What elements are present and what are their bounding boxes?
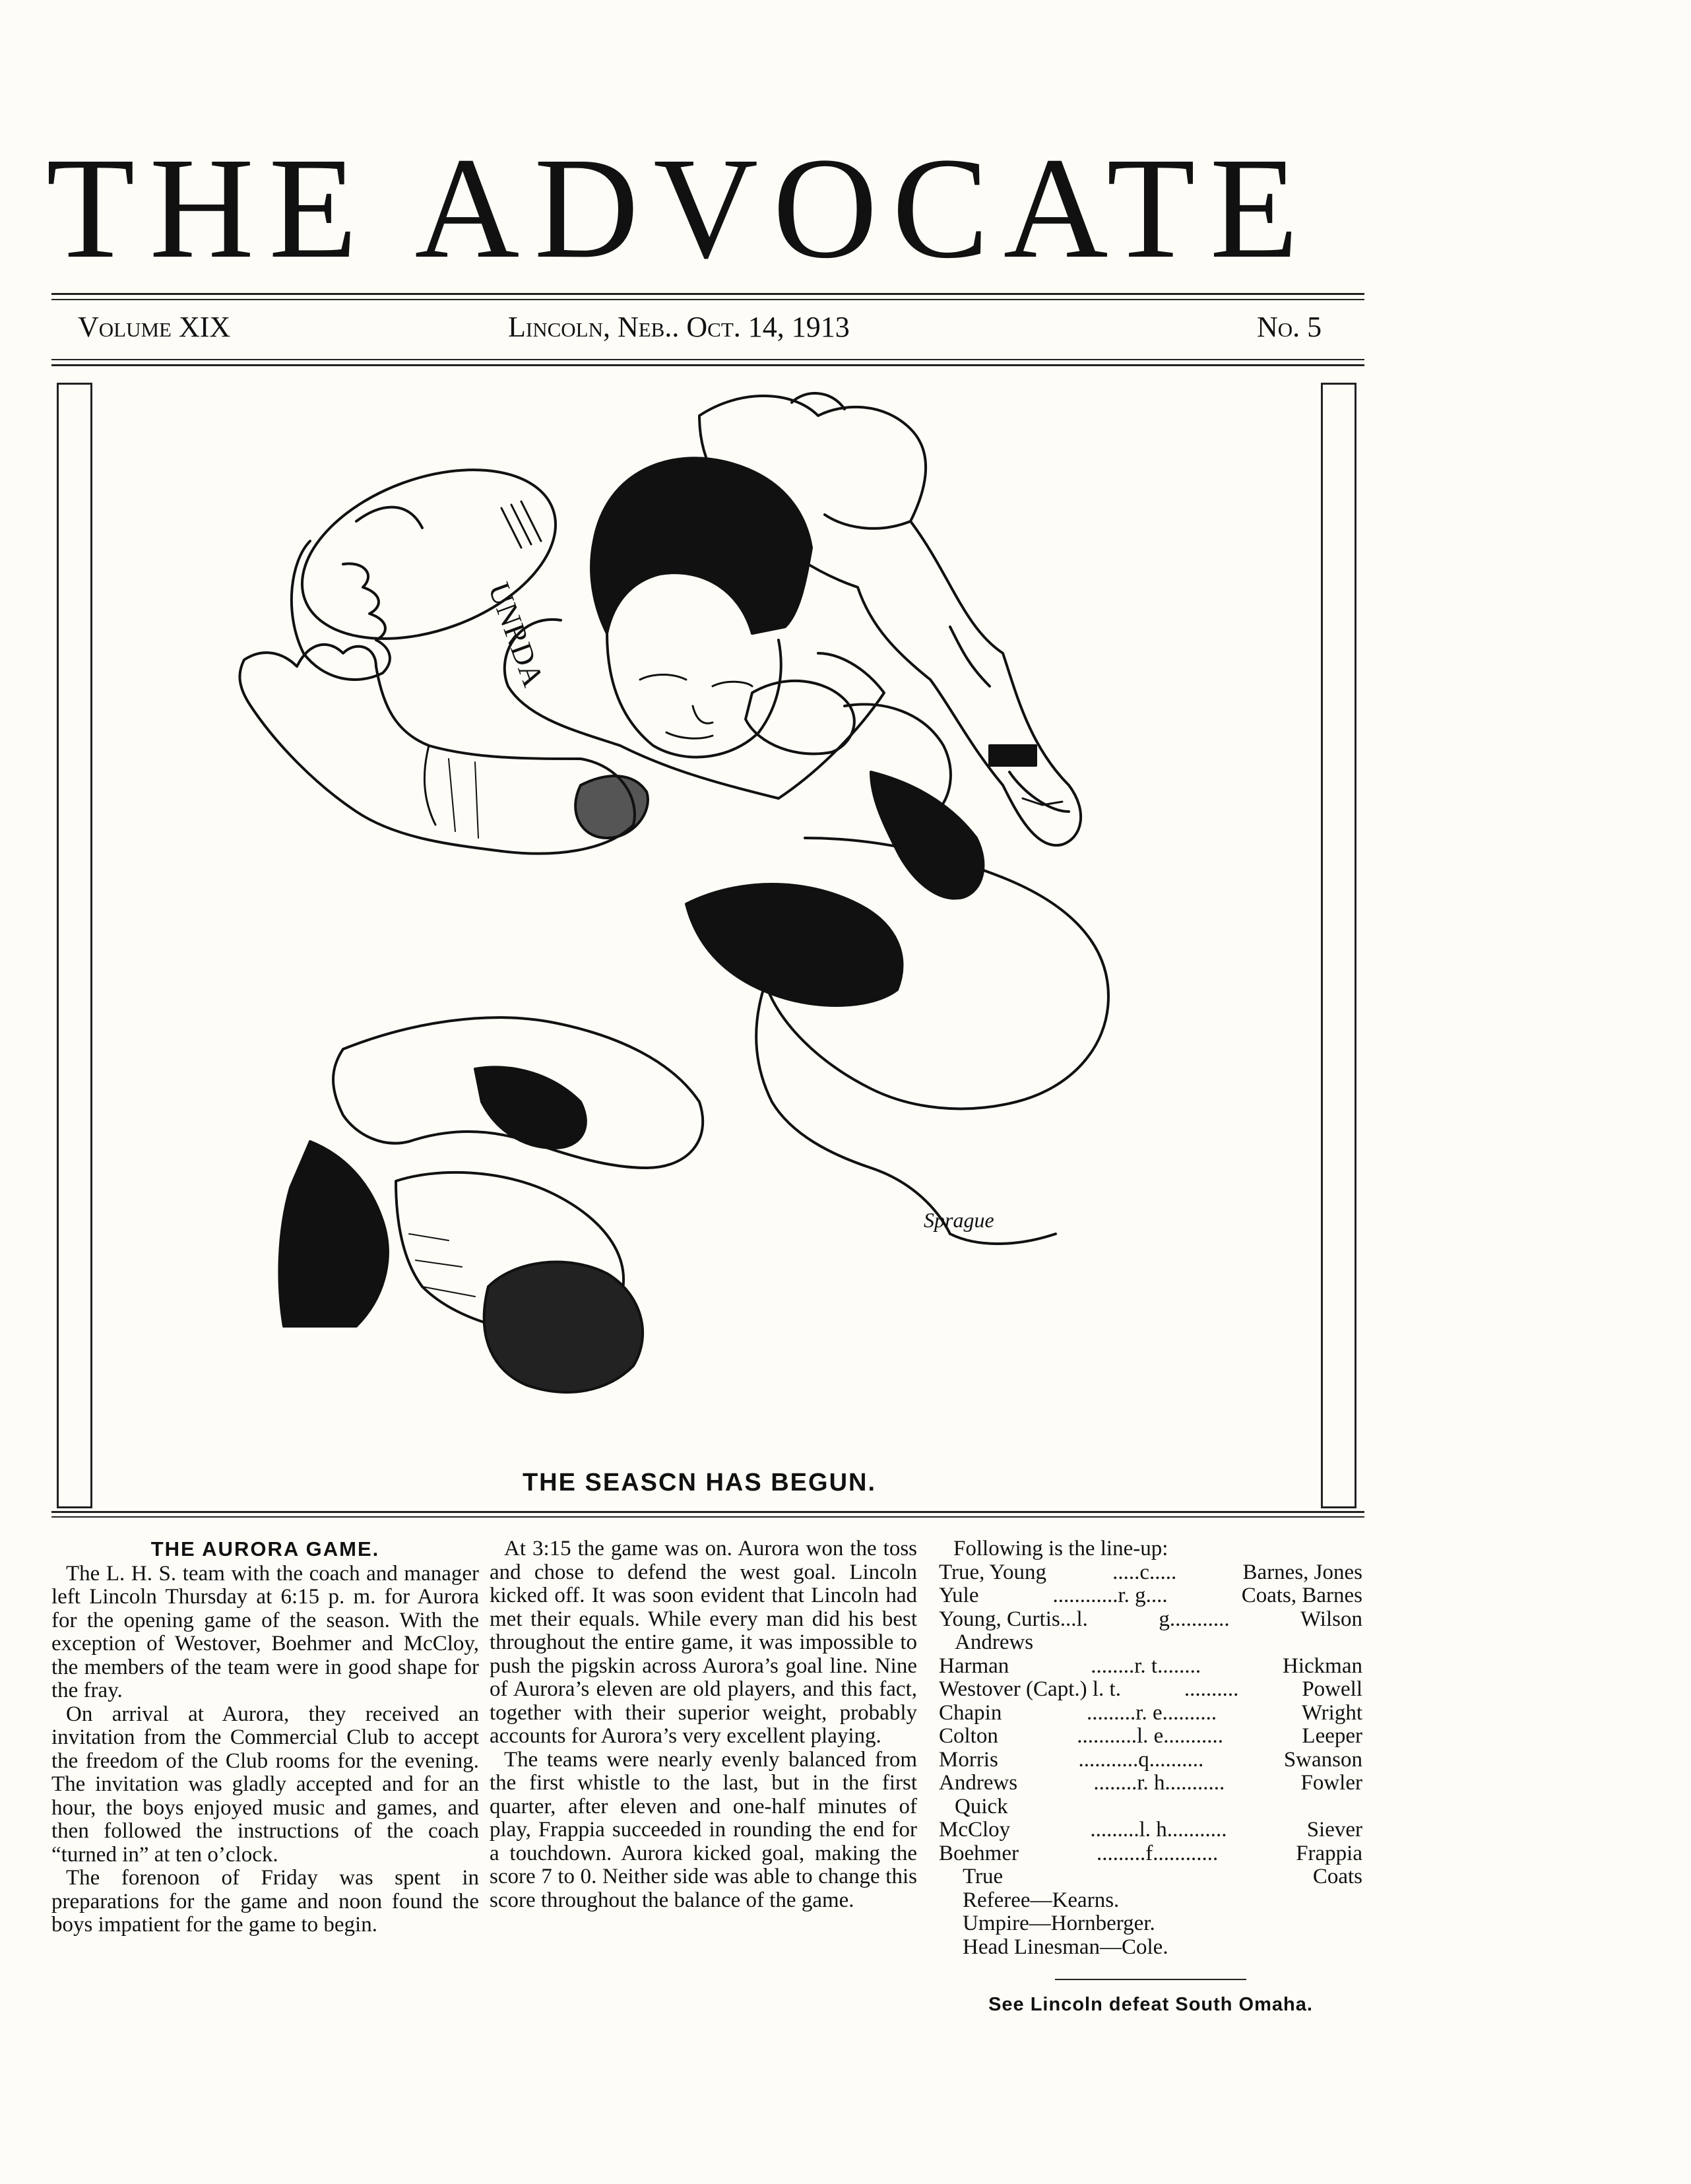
lineup-pos: .........r. e..........	[1087, 1701, 1217, 1725]
article-column-2	[490, 1537, 917, 1912]
header-rule-bottom	[51, 364, 1364, 366]
lineup-aurora: Coats	[1312, 1865, 1362, 1888]
outstretched-arm-drawing	[239, 645, 634, 854]
lineup-pos: g...........	[1159, 1607, 1230, 1631]
lineup-lincoln: McCloy	[939, 1818, 1011, 1842]
lineup-row	[939, 1725, 1362, 1749]
lineup-pos: .........f............	[1096, 1842, 1219, 1865]
lineup-aurora: Fowler	[1300, 1771, 1362, 1795]
article-paragraph: The forenoon of Friday was spent in preparations for the game and noon found the boys impatient for the game to begin.	[51, 1866, 479, 1937]
issue-number: No. 5	[1257, 311, 1322, 343]
lineup-pos: .....c.....	[1112, 1560, 1177, 1584]
svg-text:UNRDA: UNRDA	[482, 577, 551, 691]
article-paragraph: On arrival at Aurora, they received an invitation from the Commercial Club to accept the freedom of the Club rooms for the evening. The invitation was gladly accepted and for an hour, the boys enjoyed music and games, and then followed the instructions of the coach “turned in” at ten o’clock.	[51, 1702, 479, 1867]
article-paragraph: At 3:15 the game was on. Aurora won the toss and chose to defend the west goal. Lincoln kicked off. It was soon evident that Lincoln had met their equals. While every man did his best throughout the entire game, it was impossible to push the pigskin across Aurora’s goal line. Nine of Aurora’s eleven are old players, and this fact, together with their superior weight, probably accounts for Aurora’s very excellent playing.	[490, 1537, 917, 1748]
lineup-row	[939, 1584, 1362, 1608]
lineup-continuation: Quick	[955, 1794, 1008, 1818]
officials-list	[939, 1889, 1362, 1960]
lineup-column	[939, 1537, 1362, 2017]
lineup-aurora: Swanson	[1283, 1747, 1362, 1772]
lineup-pos: ............r. g....	[1052, 1584, 1168, 1607]
caption-rule-bottom	[51, 1516, 1364, 1518]
lineup-aurora: Wilson	[1300, 1607, 1362, 1631]
lineup-lincoln: Westover (Capt.) l. t.	[939, 1677, 1121, 1701]
promo-line: See Lincoln defeat South Omaha.	[988, 1994, 1313, 2015]
lineup-pos: ..........	[1184, 1678, 1239, 1701]
lower-player-drawing	[279, 1017, 703, 1392]
lineup-row	[939, 1608, 1362, 1632]
lineup-pos: ........r. t........	[1091, 1654, 1201, 1678]
lineup-lincoln: True, Young	[939, 1560, 1046, 1584]
lineup-lincoln: Andrews	[939, 1771, 1018, 1795]
lineup-continuation: Andrews	[955, 1630, 1034, 1654]
lineup-row	[939, 1772, 1362, 1795]
lineup-lincoln: Harman	[939, 1654, 1009, 1678]
lineup-table	[939, 1561, 1362, 1889]
official-umpire: Umpire—Hornberger.	[963, 1911, 1155, 1935]
lineup-aurora: Siever	[1306, 1818, 1362, 1842]
lineup-row	[939, 1561, 1362, 1585]
lineup-row	[939, 1702, 1362, 1725]
left-border-panel	[57, 383, 92, 1508]
artist-signature: Sprague	[924, 1208, 994, 1232]
lineup-lincoln: Morris	[939, 1747, 998, 1772]
lineup-row	[939, 1655, 1362, 1679]
lineup-lincoln: Yule	[939, 1584, 979, 1607]
illustration-caption: THE SEASCN HAS BEGUN.	[522, 1469, 877, 1496]
footer-rule	[1055, 1979, 1246, 1980]
lineup-row	[939, 1678, 1362, 1702]
lineup-pos: .........l. h...........	[1090, 1818, 1227, 1842]
lineup-aurora: Powell	[1302, 1677, 1362, 1701]
lineup-aurora: Hickman	[1283, 1654, 1362, 1678]
right-border-panel	[1321, 383, 1356, 1508]
lineup-pos: ...........q..........	[1078, 1748, 1204, 1772]
runner-head-drawing	[591, 458, 812, 757]
official-referee: Referee—Kearns.	[963, 1888, 1120, 1912]
dateline: Lincoln, Neb.. Oct. 14, 1913	[508, 311, 850, 343]
lineup-aurora: Frappia	[1296, 1841, 1362, 1865]
article-heading: THE AURORA GAME.	[150, 1537, 380, 1560]
lineup-pos	[1003, 1865, 1313, 1889]
article-paragraph: The teams were nearly evenly balanced from the first whistle to the last, but in the first quarter, after eleven and one-half minutes of play, Frappia succeeded in rounding the end for a touchdown. Aurora kicked goal, making the score 7 to 0. Neither side was able to change this score throughout the balance of the game.	[490, 1747, 917, 1912]
lineup-lincoln: Colton	[939, 1724, 998, 1748]
article-paragraph: The L. H. S. team with the coach and manager left Lincoln Thursday at 6:15 p. m. for Aurora for the opening game of the season. With the exception of Westover, Boehmer and McCloy, the members of the team were in good shape for the fray.	[51, 1561, 479, 1702]
football-illustration	[211, 376, 1214, 1458]
lineup-row	[939, 1865, 1362, 1889]
volume-label: Volume XIX	[78, 311, 231, 343]
lineup-pos: ...........l. e...........	[1077, 1725, 1224, 1748]
masthead-rule-bottom	[51, 299, 1364, 300]
lineup-row	[939, 1842, 1362, 1866]
lineup-aurora: Leeper	[1302, 1724, 1362, 1748]
football-drawing	[279, 438, 579, 691]
masthead-rule-top	[51, 293, 1364, 295]
lineup-aurora: Barnes, Jones	[1242, 1560, 1362, 1584]
lineup-intro: Following is the line-up:	[953, 1537, 1168, 1560]
header-rule-top	[51, 359, 1364, 360]
lineup-pos: ........r. h...........	[1093, 1772, 1225, 1795]
lineup-row	[939, 1749, 1362, 1772]
article-column-1	[51, 1537, 479, 1937]
masthead-title: THE ADVOCATE	[46, 127, 1314, 288]
lineup-lincoln: Chapin	[939, 1700, 1002, 1725]
caption-rule-top	[51, 1511, 1364, 1513]
lineup-aurora: Coats, Barnes	[1241, 1584, 1362, 1607]
lineup-lincoln: True	[963, 1865, 1004, 1888]
lineup-row	[939, 1818, 1362, 1842]
lineup-lincoln: Young, Curtis...l.	[939, 1607, 1088, 1631]
lineup-aurora: Wright	[1301, 1700, 1362, 1725]
official-head-linesman: Head Linesman—Cole.	[963, 1935, 1168, 1959]
lineup-lincoln: Boehmer	[939, 1841, 1019, 1865]
